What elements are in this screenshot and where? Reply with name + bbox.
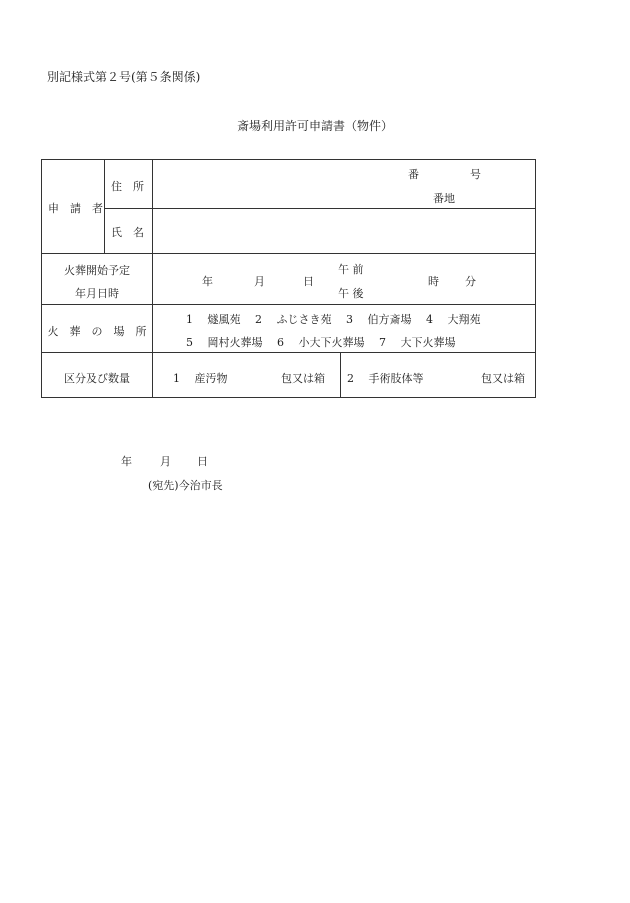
- category-2[interactable]: 2 手術肢体等: [347, 372, 424, 385]
- schedule-label-2: 年月日時: [75, 287, 119, 300]
- places-row-2[interactable]: 5 岡村火葬場 6 小大下火葬場 7 大下火葬場: [186, 336, 456, 349]
- address-banchi[interactable]: 番地: [433, 192, 455, 205]
- date-month: 月: [160, 455, 171, 468]
- date-day: 日: [197, 455, 208, 468]
- name-label: 氏 名: [111, 226, 144, 239]
- col-divider-main: [152, 160, 153, 398]
- document-title: 斎場利用許可申請書（物件）: [236, 119, 393, 133]
- row-divider-schedule-place: [42, 304, 536, 305]
- col-divider-applicant: [104, 160, 105, 253]
- form-number: 別記様式第２号(第５条関係): [47, 70, 201, 84]
- schedule-hour: 時: [428, 275, 439, 288]
- category-label: 区分及び数量: [64, 372, 130, 385]
- col-divider-category: [340, 352, 341, 398]
- schedule-pm[interactable]: 午 後: [338, 287, 364, 300]
- place-label: 火 葬 の 場 所: [47, 325, 147, 338]
- schedule-label-1: 火葬開始予定: [64, 264, 130, 277]
- row-divider-address-name: [104, 208, 536, 209]
- category-1[interactable]: 1 産汚物: [173, 372, 228, 385]
- places-row-1[interactable]: 1 燧風苑 2 ふじさき苑 3 伯方斎場 4 大翔苑: [186, 313, 481, 326]
- address-ban: 番: [408, 168, 419, 181]
- address-go: 号: [470, 168, 481, 181]
- schedule-am[interactable]: 午 前: [338, 263, 364, 276]
- category-2-unit: 包又は箱: [481, 372, 525, 385]
- row-divider-applicant-schedule: [42, 253, 536, 254]
- category-1-unit: 包又は箱: [281, 372, 325, 385]
- applicant-label: 申 請 者: [48, 202, 103, 215]
- schedule-minute: 分: [465, 275, 476, 288]
- address-label: 住 所: [111, 180, 144, 193]
- row-divider-place-category: [42, 352, 536, 353]
- addressee: (宛先)今治市長: [148, 479, 223, 492]
- date-year: 年: [121, 455, 132, 468]
- schedule-day: 日: [303, 275, 314, 288]
- schedule-year: 年: [202, 275, 213, 288]
- application-table: [41, 159, 536, 398]
- schedule-month: 月: [254, 275, 265, 288]
